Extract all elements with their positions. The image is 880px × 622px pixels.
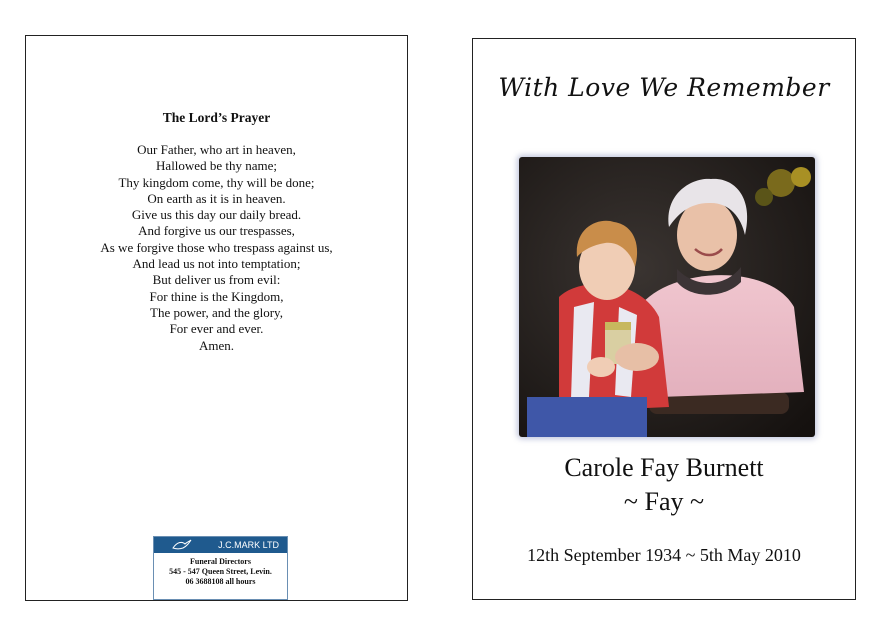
prayer-line: The power, and the glory, [150,304,283,320]
bird-logo-icon [172,539,192,553]
funeral-director-phone: 06 3688108 all hours [185,577,256,586]
prayer-title: The Lord’s Prayer [162,110,271,125]
prayer-text [26,142,407,354]
funeral-director-role: Funeral Directors [190,557,251,566]
prayer-line: Our Father, who art in heaven, [137,142,296,157]
prayer-line: On earth as it is in heaven. [147,190,286,206]
right-page [472,38,856,600]
prayer-line: And lead us not into temptation; [132,256,301,272]
memorial-photo [519,157,815,437]
memorial-heading: With Love We Remember [498,73,830,102]
funeral-director-card [153,536,288,600]
funeral-director-details [154,557,287,587]
prayer-line: For ever and ever. [169,321,264,337]
left-page [25,35,408,601]
funeral-director-address: 545 - 547 Queen Street, Levin. [169,567,272,576]
prayer-line: Give us this day our daily bread. [131,207,302,223]
prayer-line: But deliver us from evil: [152,272,281,288]
prayer-line: Thy kingdom come, thy will be done; [118,174,315,190]
prayer-line: Hallowed be thy name; [156,158,277,174]
prayer-line: And forgive us our trespasses, [138,223,295,239]
deceased-name: Carole Fay Burnett [564,453,764,482]
prayer-line: As we forgive those who trespass against us, [100,239,333,255]
funeral-director-name: J.C.MARK LTD [218,540,279,550]
deceased-nickname: ~ Fay ~ [623,487,705,516]
life-dates: 12th September 1934 ~ 5th May 2010 [527,545,801,565]
prayer-line: For thine is the Kingdom, [149,288,284,304]
prayer-line: Amen. [198,337,235,353]
funeral-director-banner [154,537,287,553]
